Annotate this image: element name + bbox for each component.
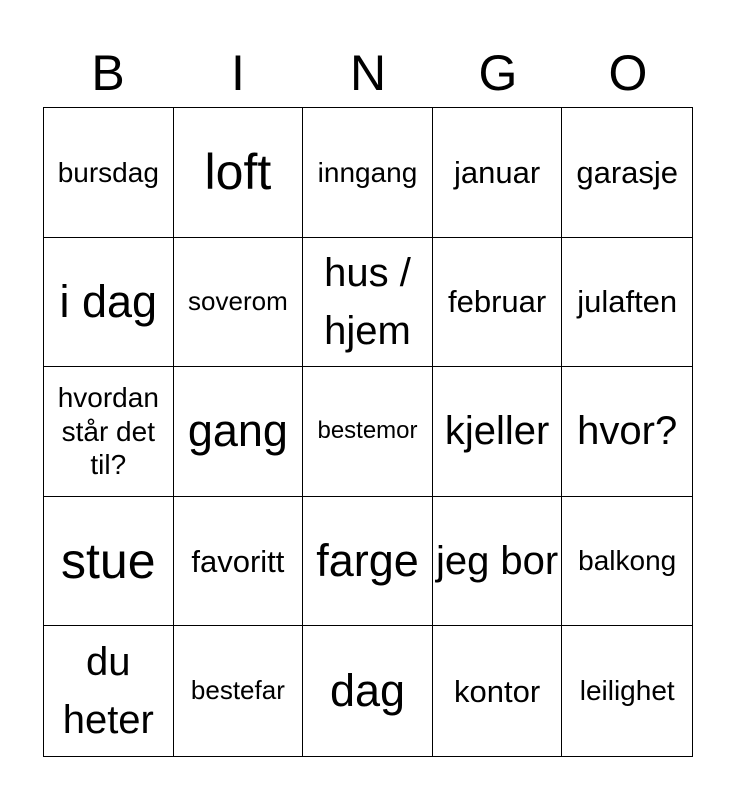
bingo-cell[interactable] [303, 497, 433, 627]
bingo-cell[interactable] [562, 238, 692, 368]
bingo-cell[interactable] [433, 626, 563, 756]
header-letter-o: O [608, 45, 648, 101]
cell-text: i dag [59, 275, 158, 327]
cell-text: farge [316, 534, 419, 586]
cell-text: balkong [578, 545, 677, 577]
cell-text: bestemor [317, 417, 418, 445]
bingo-board [43, 107, 693, 757]
cell-text: julaften [577, 284, 678, 320]
cell-text: loft [204, 144, 272, 201]
cell-text: hvor? [577, 409, 678, 454]
cell-text: hus / hjem [324, 250, 411, 353]
bingo-cell[interactable] [303, 626, 433, 756]
cell-text: inngang [317, 156, 418, 188]
cell-text: dag [329, 664, 406, 716]
bingo-cell[interactable] [303, 367, 433, 497]
cell-text: hvordan står det til? [57, 382, 159, 481]
bingo-cell[interactable] [44, 238, 174, 368]
bingo-cell[interactable] [174, 626, 304, 756]
bingo-cell[interactable] [562, 497, 692, 627]
cell-text: kjeller [444, 409, 550, 454]
header-letter-b: B [91, 45, 125, 101]
cell-text: gang [187, 405, 288, 457]
bingo-cell[interactable] [433, 238, 563, 368]
bingo-cell[interactable] [562, 108, 692, 238]
bingo-cell[interactable] [433, 497, 563, 627]
cell-text: februar [447, 284, 547, 320]
header-letter-n: N [349, 45, 387, 101]
bingo-cell[interactable] [44, 497, 174, 627]
bingo-cell[interactable] [303, 238, 433, 368]
header-letter-g: G [478, 45, 518, 101]
bingo-cell[interactable] [433, 108, 563, 238]
bingo-cell[interactable] [44, 108, 174, 238]
bingo-cell[interactable] [44, 626, 174, 756]
cell-text: stue [61, 533, 156, 590]
cell-text: bestefar [190, 675, 285, 706]
cell-text: jeg bor [435, 539, 559, 584]
bingo-cell[interactable] [174, 238, 304, 368]
bingo-cell[interactable] [44, 367, 174, 497]
cell-text: bursdag [57, 156, 159, 188]
bingo-cell[interactable] [562, 367, 692, 497]
cell-text: kontor [454, 673, 541, 709]
cell-text: favoritt [191, 543, 285, 579]
bingo-header [43, 40, 693, 106]
cell-text: du heter [62, 640, 154, 743]
bingo-cell[interactable] [174, 108, 304, 238]
cell-text: soverom [188, 285, 288, 316]
cell-text: januar [454, 154, 541, 190]
bingo-cell[interactable] [433, 367, 563, 497]
bingo-cell[interactable] [174, 367, 304, 497]
cell-text: garasje [576, 154, 679, 190]
bingo-cell[interactable] [174, 497, 304, 627]
bingo-cell[interactable] [303, 108, 433, 238]
header-letter-i: I [231, 45, 245, 101]
bingo-cell[interactable] [562, 626, 692, 756]
cell-text: leilighet [579, 675, 675, 707]
